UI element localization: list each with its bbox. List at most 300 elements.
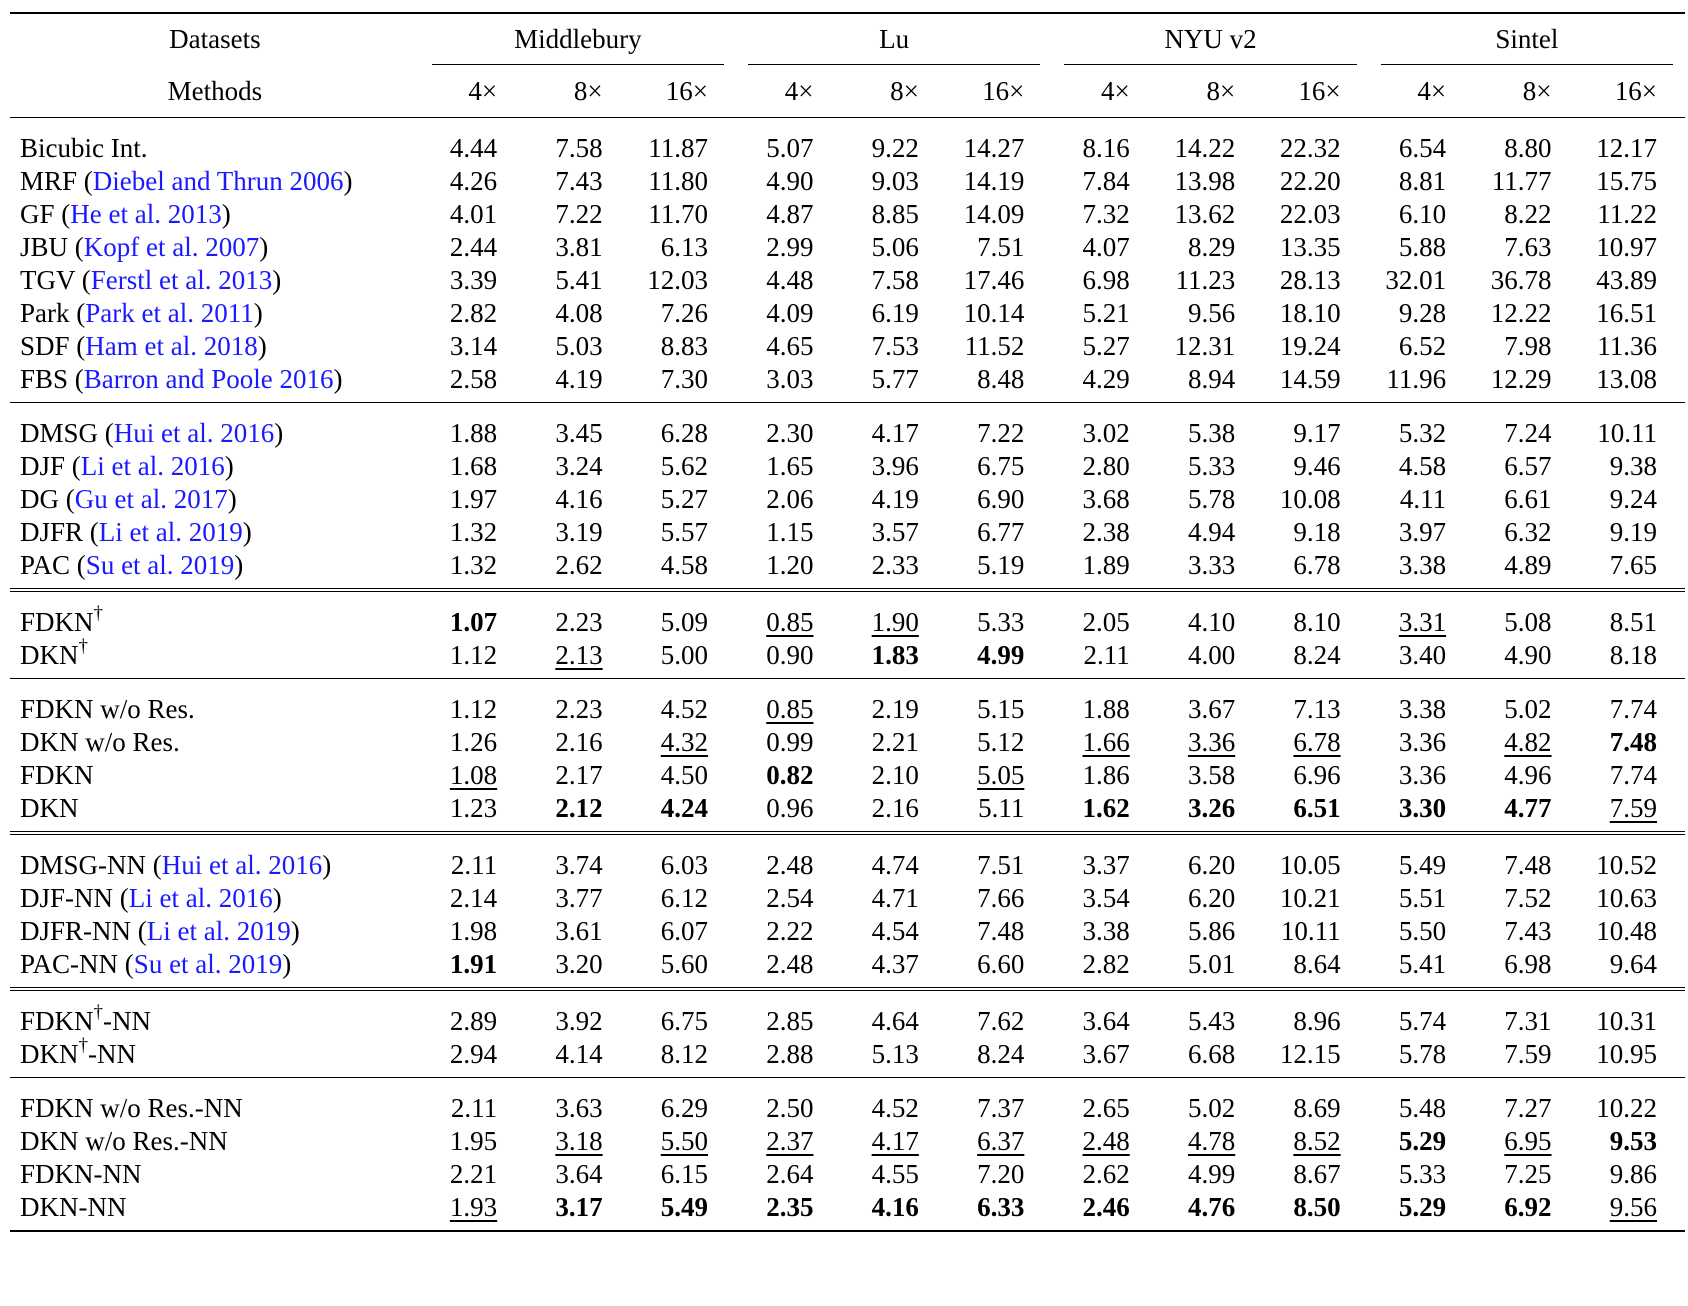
- method-cell: GF (He et al. 2013): [20, 199, 231, 229]
- value-cell: [1474, 882, 1579, 915]
- table-group: [10, 679, 1685, 834]
- value-cell: [841, 1158, 946, 1191]
- value-text: 6.57: [1504, 451, 1552, 481]
- value-cell: [841, 450, 946, 483]
- value-text: 6.13: [660, 232, 709, 262]
- table-row: [10, 792, 1685, 833]
- method-suffix: -NN: [88, 1039, 136, 1069]
- value-text: 0.85: [766, 607, 814, 637]
- value-text: 11.52: [964, 331, 1025, 361]
- value-text: 2.46: [1082, 1192, 1130, 1222]
- method-cell: [10, 679, 420, 727]
- value-cell: [1158, 198, 1263, 231]
- value-text: 43.89: [1596, 265, 1657, 295]
- value-cell: [1474, 1038, 1579, 1078]
- value-text: 4.17: [871, 1126, 919, 1156]
- value-cell: [420, 450, 525, 483]
- value-text: 3.57: [871, 517, 919, 547]
- value-text: 2.05: [1082, 607, 1130, 637]
- value-text: 5.74: [1398, 1006, 1447, 1036]
- method-cell: [10, 759, 420, 792]
- value-text: 6.03: [660, 850, 709, 880]
- value-cell: [631, 1125, 736, 1158]
- value-text: 7.48: [977, 916, 1025, 946]
- value-text: 3.14: [449, 331, 498, 361]
- value-text: 8.81: [1398, 166, 1447, 196]
- value-cell: [736, 759, 841, 792]
- value-cell: [1052, 590, 1157, 639]
- citation-link[interactable]: Ham et al. 2018: [85, 331, 258, 361]
- value-text: 3.67: [1082, 1039, 1130, 1069]
- citation-link[interactable]: Su et al. 2019: [85, 550, 235, 580]
- value-cell: [420, 118, 525, 166]
- value-cell: [631, 516, 736, 549]
- value-text: 9.56: [1609, 1192, 1657, 1222]
- value-cell: [841, 833, 946, 882]
- value-cell: [841, 516, 946, 549]
- value-text: 3.39: [449, 265, 498, 295]
- value-text: 15.75: [1596, 166, 1657, 196]
- value-text: 6.78: [1293, 727, 1341, 757]
- value-cell: [631, 948, 736, 989]
- scale-header: 16×: [665, 76, 709, 106]
- table-row: [10, 330, 1685, 363]
- value-text: 4.10: [1187, 607, 1236, 637]
- value-cell: [1263, 726, 1368, 759]
- value-text: 3.64: [555, 1159, 603, 1189]
- value-text: 2.82: [449, 298, 498, 328]
- value-text: 9.86: [1609, 1159, 1657, 1189]
- value-cell: [1474, 833, 1579, 882]
- value-text: 6.10: [1398, 199, 1447, 229]
- value-text: 2.62: [555, 550, 603, 580]
- citation-link[interactable]: Li et al. 2019: [98, 517, 243, 547]
- value-cell: [1369, 1191, 1474, 1231]
- value-text: 10.95: [1596, 1039, 1657, 1069]
- value-cell: [525, 297, 630, 330]
- value-text: 7.62: [977, 1006, 1025, 1036]
- method-name: DJF: [20, 451, 66, 481]
- citation-link[interactable]: Diebel and Thrun 2006: [92, 166, 344, 196]
- method-suffix: -NN: [103, 1006, 152, 1036]
- value-text: 8.12: [660, 1039, 709, 1069]
- value-cell: [420, 264, 525, 297]
- citation-link[interactable]: Barron and Poole 2016: [83, 364, 334, 394]
- value-cell: [1474, 516, 1579, 549]
- value-text: 0.85: [766, 694, 814, 724]
- value-cell: [1158, 231, 1263, 264]
- value-cell: [1263, 549, 1368, 590]
- value-cell: [841, 726, 946, 759]
- value-text: 10.11: [1597, 418, 1657, 448]
- value-cell: [1052, 118, 1157, 166]
- citation-link[interactable]: Park et al. 2011: [85, 298, 254, 328]
- value-text: 2.16: [871, 793, 919, 823]
- value-cell: [947, 833, 1052, 882]
- value-cell: [631, 198, 736, 231]
- value-cell: [525, 679, 630, 727]
- value-text: 8.80: [1504, 133, 1552, 163]
- table-row: [10, 948, 1685, 989]
- value-cell: [525, 264, 630, 297]
- value-text: 1.93: [449, 1192, 498, 1222]
- value-cell: [841, 915, 946, 948]
- value-text: 2.48: [766, 949, 814, 979]
- value-text: 1.97: [449, 484, 498, 514]
- value-cell: [1369, 833, 1474, 882]
- method-name: Park: [20, 298, 70, 328]
- value-cell: [841, 1125, 946, 1158]
- value-cell: [420, 882, 525, 915]
- value-text: 13.62: [1174, 199, 1236, 229]
- value-text: 6.77: [977, 517, 1025, 547]
- value-cell: [736, 297, 841, 330]
- results-table-container: [10, 12, 1685, 1232]
- value-text: 2.11: [450, 1093, 498, 1123]
- value-text: 1.89: [1082, 550, 1130, 580]
- value-cell: [736, 1191, 841, 1231]
- table-row: [10, 231, 1685, 264]
- value-cell: [1580, 679, 1685, 727]
- value-text: 3.67: [1187, 694, 1236, 724]
- value-cell: [631, 231, 736, 264]
- value-text: 5.43: [1187, 1006, 1236, 1036]
- method-cell: [10, 1125, 420, 1158]
- value-text: 9.28: [1398, 298, 1447, 328]
- value-text: 5.57: [660, 517, 709, 547]
- value-cell: [736, 363, 841, 403]
- scale-header: 16×: [1614, 76, 1657, 106]
- value-cell: [631, 165, 736, 198]
- value-cell: [1369, 403, 1474, 451]
- method-name: DKN w/o Res.: [20, 727, 180, 757]
- value-cell: [1369, 590, 1474, 639]
- value-cell: [1158, 948, 1263, 989]
- value-cell: [1580, 450, 1685, 483]
- value-text: 7.43: [1504, 916, 1552, 946]
- value-text: 6.19: [871, 298, 919, 328]
- value-text: 10.48: [1596, 916, 1657, 946]
- value-text: 2.64: [766, 1159, 814, 1189]
- dataset-header-nyu: NYU v2: [1052, 13, 1368, 65]
- value-cell: [947, 1191, 1052, 1231]
- value-cell: [631, 915, 736, 948]
- value-cell: [841, 1191, 946, 1231]
- value-text: 4.09: [766, 298, 814, 328]
- method-name: FDKN: [20, 1006, 94, 1036]
- value-text: 4.24: [660, 793, 709, 823]
- value-text: 3.97: [1398, 517, 1447, 547]
- value-text: 4.76: [1187, 1192, 1236, 1222]
- value-text: 7.58: [871, 265, 919, 295]
- value-cell: [736, 948, 841, 989]
- value-text: 8.48: [977, 364, 1025, 394]
- value-cell: [420, 1038, 525, 1078]
- value-cell: [525, 948, 630, 989]
- value-cell: [1369, 1125, 1474, 1158]
- value-text: 6.20: [1187, 850, 1236, 880]
- value-cell: [1369, 483, 1474, 516]
- value-cell: [525, 726, 630, 759]
- value-cell: [736, 989, 841, 1038]
- value-text: 8.22: [1504, 199, 1552, 229]
- value-cell: [1052, 639, 1157, 679]
- table-row: [10, 297, 1685, 330]
- value-text: 4.64: [871, 1006, 919, 1036]
- value-cell: [1369, 231, 1474, 264]
- value-cell: [1158, 792, 1263, 833]
- table-row: [10, 639, 1685, 679]
- method-name: DKN-NN: [20, 1192, 127, 1222]
- value-text: 3.45: [555, 418, 603, 448]
- value-text: 6.51: [1293, 793, 1341, 823]
- value-text: 7.98: [1504, 331, 1552, 361]
- value-cell: [1052, 948, 1157, 989]
- citation-link[interactable]: Ferstl et al. 2013: [90, 265, 273, 295]
- value-cell: [1158, 363, 1263, 403]
- value-text: 1.88: [449, 418, 498, 448]
- value-cell: [1263, 948, 1368, 989]
- method-name: FDKN-NN: [20, 1159, 142, 1189]
- value-text: 2.11: [450, 850, 498, 880]
- value-text: 22.03: [1279, 199, 1341, 229]
- value-text: 5.12: [977, 727, 1025, 757]
- value-text: 6.75: [660, 1006, 709, 1036]
- value-text: 2.10: [871, 760, 919, 790]
- value-text: 3.38: [1398, 694, 1447, 724]
- value-cell: [1474, 264, 1579, 297]
- citation-link[interactable]: Kopf et al. 2007: [83, 232, 260, 262]
- value-text: 9.64: [1609, 949, 1657, 979]
- value-cell: [1369, 549, 1474, 590]
- value-text: 4.54: [871, 916, 919, 946]
- value-cell: [525, 639, 630, 679]
- value-text: 12.31: [1174, 331, 1236, 361]
- value-text: 12.03: [647, 265, 709, 295]
- table-row: [10, 403, 1685, 451]
- value-text: 7.32: [1082, 199, 1130, 229]
- value-cell: [1263, 1125, 1368, 1158]
- value-cell: [841, 882, 946, 915]
- value-text: 7.22: [977, 418, 1025, 448]
- value-text: 11.23: [1175, 265, 1236, 295]
- method-name: DKN w/o Res.-NN: [20, 1126, 228, 1156]
- value-cell: [1263, 264, 1368, 297]
- method-name: DMSG-NN: [20, 850, 147, 880]
- scale-header: 8×: [1206, 76, 1236, 106]
- value-text: 8.24: [977, 1039, 1025, 1069]
- value-cell: [947, 679, 1052, 727]
- value-text: 3.26: [1187, 793, 1236, 823]
- value-text: 4.74: [871, 850, 919, 880]
- value-cell: [1474, 403, 1579, 451]
- value-cell: [1263, 639, 1368, 679]
- table-row: [10, 1078, 1685, 1126]
- table-row: [10, 1125, 1685, 1158]
- value-text: 5.49: [1398, 850, 1447, 880]
- value-text: 6.29: [660, 1093, 709, 1123]
- value-cell: [1263, 1191, 1368, 1231]
- value-text: 9.18: [1293, 517, 1341, 547]
- value-text: 1.32: [449, 550, 498, 580]
- value-cell: [841, 1078, 946, 1126]
- value-cell: [1052, 882, 1157, 915]
- value-text: 0.96: [766, 793, 814, 823]
- value-text: 7.74: [1609, 760, 1657, 790]
- value-text: 4.99: [977, 640, 1025, 670]
- value-cell: [525, 1125, 630, 1158]
- value-text: 3.68: [1082, 484, 1130, 514]
- value-text: 6.92: [1504, 1192, 1552, 1222]
- method-cell: SDF (Ham et al. 2018): [20, 331, 267, 361]
- value-cell: [841, 165, 946, 198]
- value-cell: [1263, 118, 1368, 166]
- value-text: 8.52: [1293, 1126, 1341, 1156]
- method-name: FDKN: [20, 760, 94, 790]
- value-text: 5.33: [977, 607, 1025, 637]
- method-name: DG: [20, 484, 59, 514]
- value-cell: [736, 483, 841, 516]
- value-text: 2.48: [766, 850, 814, 880]
- value-cell: [631, 1191, 736, 1231]
- method-cell: DJF-NN (Li et al. 2016): [20, 883, 282, 913]
- value-text: 6.78: [1293, 550, 1341, 580]
- value-cell: [1474, 1125, 1579, 1158]
- value-cell: [841, 264, 946, 297]
- value-cell: [1580, 833, 1685, 882]
- value-cell: [1474, 483, 1579, 516]
- method-cell: PAC (Su et al. 2019): [20, 550, 244, 580]
- value-text: 4.29: [1082, 364, 1130, 394]
- value-cell: [1158, 882, 1263, 915]
- value-text: 10.63: [1596, 883, 1657, 913]
- value-text: 3.40: [1398, 640, 1447, 670]
- scale-header: 4×: [1417, 76, 1447, 106]
- value-text: 6.98: [1504, 949, 1552, 979]
- value-cell: [1158, 264, 1263, 297]
- value-text: 2.35: [766, 1192, 814, 1222]
- value-cell: [947, 639, 1052, 679]
- value-cell: [1580, 915, 1685, 948]
- value-cell: [1369, 165, 1474, 198]
- value-text: 7.43: [555, 166, 603, 196]
- value-text: 6.54: [1398, 133, 1447, 163]
- value-text: 0.82: [766, 760, 814, 790]
- method-name: FDKN: [20, 607, 94, 637]
- method-name: DKN: [20, 793, 79, 823]
- value-cell: [1052, 915, 1157, 948]
- value-text: 10.08: [1279, 484, 1341, 514]
- value-text: 3.64: [1082, 1006, 1130, 1036]
- value-text: 5.62: [660, 451, 709, 481]
- value-cell: [631, 792, 736, 833]
- table-row: [10, 264, 1685, 297]
- citation-link[interactable]: Hui et al. 2016: [113, 418, 275, 448]
- value-cell: [1474, 1191, 1579, 1231]
- table-row: [10, 165, 1685, 198]
- value-cell: [631, 759, 736, 792]
- value-text: 4.87: [766, 199, 814, 229]
- value-cell: [1369, 679, 1474, 727]
- value-cell: [1158, 1158, 1263, 1191]
- value-text: 5.60: [660, 949, 709, 979]
- value-text: 1.32: [449, 517, 498, 547]
- value-cell: [841, 403, 946, 451]
- method-cell: Park (Park et al. 2011): [20, 298, 263, 328]
- value-text: 10.14: [963, 298, 1025, 328]
- value-cell: [631, 726, 736, 759]
- method-name: JBU: [20, 232, 69, 262]
- citation-link[interactable]: Li et al. 2019: [146, 916, 291, 946]
- value-cell: [1263, 759, 1368, 792]
- value-cell: [1474, 989, 1579, 1038]
- value-cell: [841, 231, 946, 264]
- value-text: 4.78: [1187, 1126, 1236, 1156]
- value-cell: [1474, 679, 1579, 727]
- citation-link[interactable]: Li et al. 2016: [80, 451, 225, 481]
- value-text: 2.23: [555, 607, 603, 637]
- method-cell: [10, 118, 420, 166]
- value-cell: [631, 833, 736, 882]
- value-text: 5.03: [555, 331, 603, 361]
- value-cell: [525, 450, 630, 483]
- value-cell: [1052, 833, 1157, 882]
- value-text: 3.37: [1082, 850, 1130, 880]
- scale-header: 8×: [573, 76, 603, 106]
- value-cell: [525, 231, 630, 264]
- value-text: 7.27: [1504, 1093, 1552, 1123]
- value-cell: [1263, 1158, 1368, 1191]
- value-text: 5.41: [1398, 949, 1447, 979]
- value-cell: [1369, 989, 1474, 1038]
- value-text: 3.31: [1398, 607, 1447, 637]
- value-cell: [1263, 297, 1368, 330]
- value-text: 4.14: [555, 1039, 603, 1069]
- method-name: SDF: [20, 331, 70, 361]
- value-cell: [1580, 989, 1685, 1038]
- value-text: 11.70: [648, 199, 709, 229]
- citation-link[interactable]: Su et al. 2019: [133, 949, 283, 979]
- value-text: 12.17: [1596, 133, 1657, 163]
- value-text: 3.77: [555, 883, 603, 913]
- value-text: 2.94: [449, 1039, 498, 1069]
- value-cell: [736, 915, 841, 948]
- value-text: 8.29: [1187, 232, 1236, 262]
- value-text: 4.90: [1504, 640, 1552, 670]
- citation-link[interactable]: He et al. 2013: [70, 199, 222, 229]
- citation-link[interactable]: Li et al. 2016: [128, 883, 273, 913]
- value-cell: [736, 403, 841, 451]
- value-text: 7.26: [660, 298, 709, 328]
- value-cell: [1369, 726, 1474, 759]
- value-text: 3.17: [555, 1192, 603, 1222]
- citation-link[interactable]: Hui et al. 2016: [161, 850, 323, 880]
- value-cell: [1158, 915, 1263, 948]
- value-cell: [420, 483, 525, 516]
- method-name: MRF: [20, 166, 78, 196]
- value-cell: [1474, 118, 1579, 166]
- value-cell: [947, 549, 1052, 590]
- value-cell: [1263, 198, 1368, 231]
- dataset-header-lu: Lu: [736, 13, 1052, 65]
- value-text: 5.51: [1398, 883, 1447, 913]
- value-cell: [1263, 330, 1368, 363]
- value-text: 7.51: [977, 232, 1025, 262]
- citation-link[interactable]: Gu et al. 2017: [74, 484, 228, 514]
- value-text: 8.67: [1293, 1159, 1341, 1189]
- scale-header: 4×: [1101, 76, 1130, 106]
- value-text: 14.09: [963, 199, 1025, 229]
